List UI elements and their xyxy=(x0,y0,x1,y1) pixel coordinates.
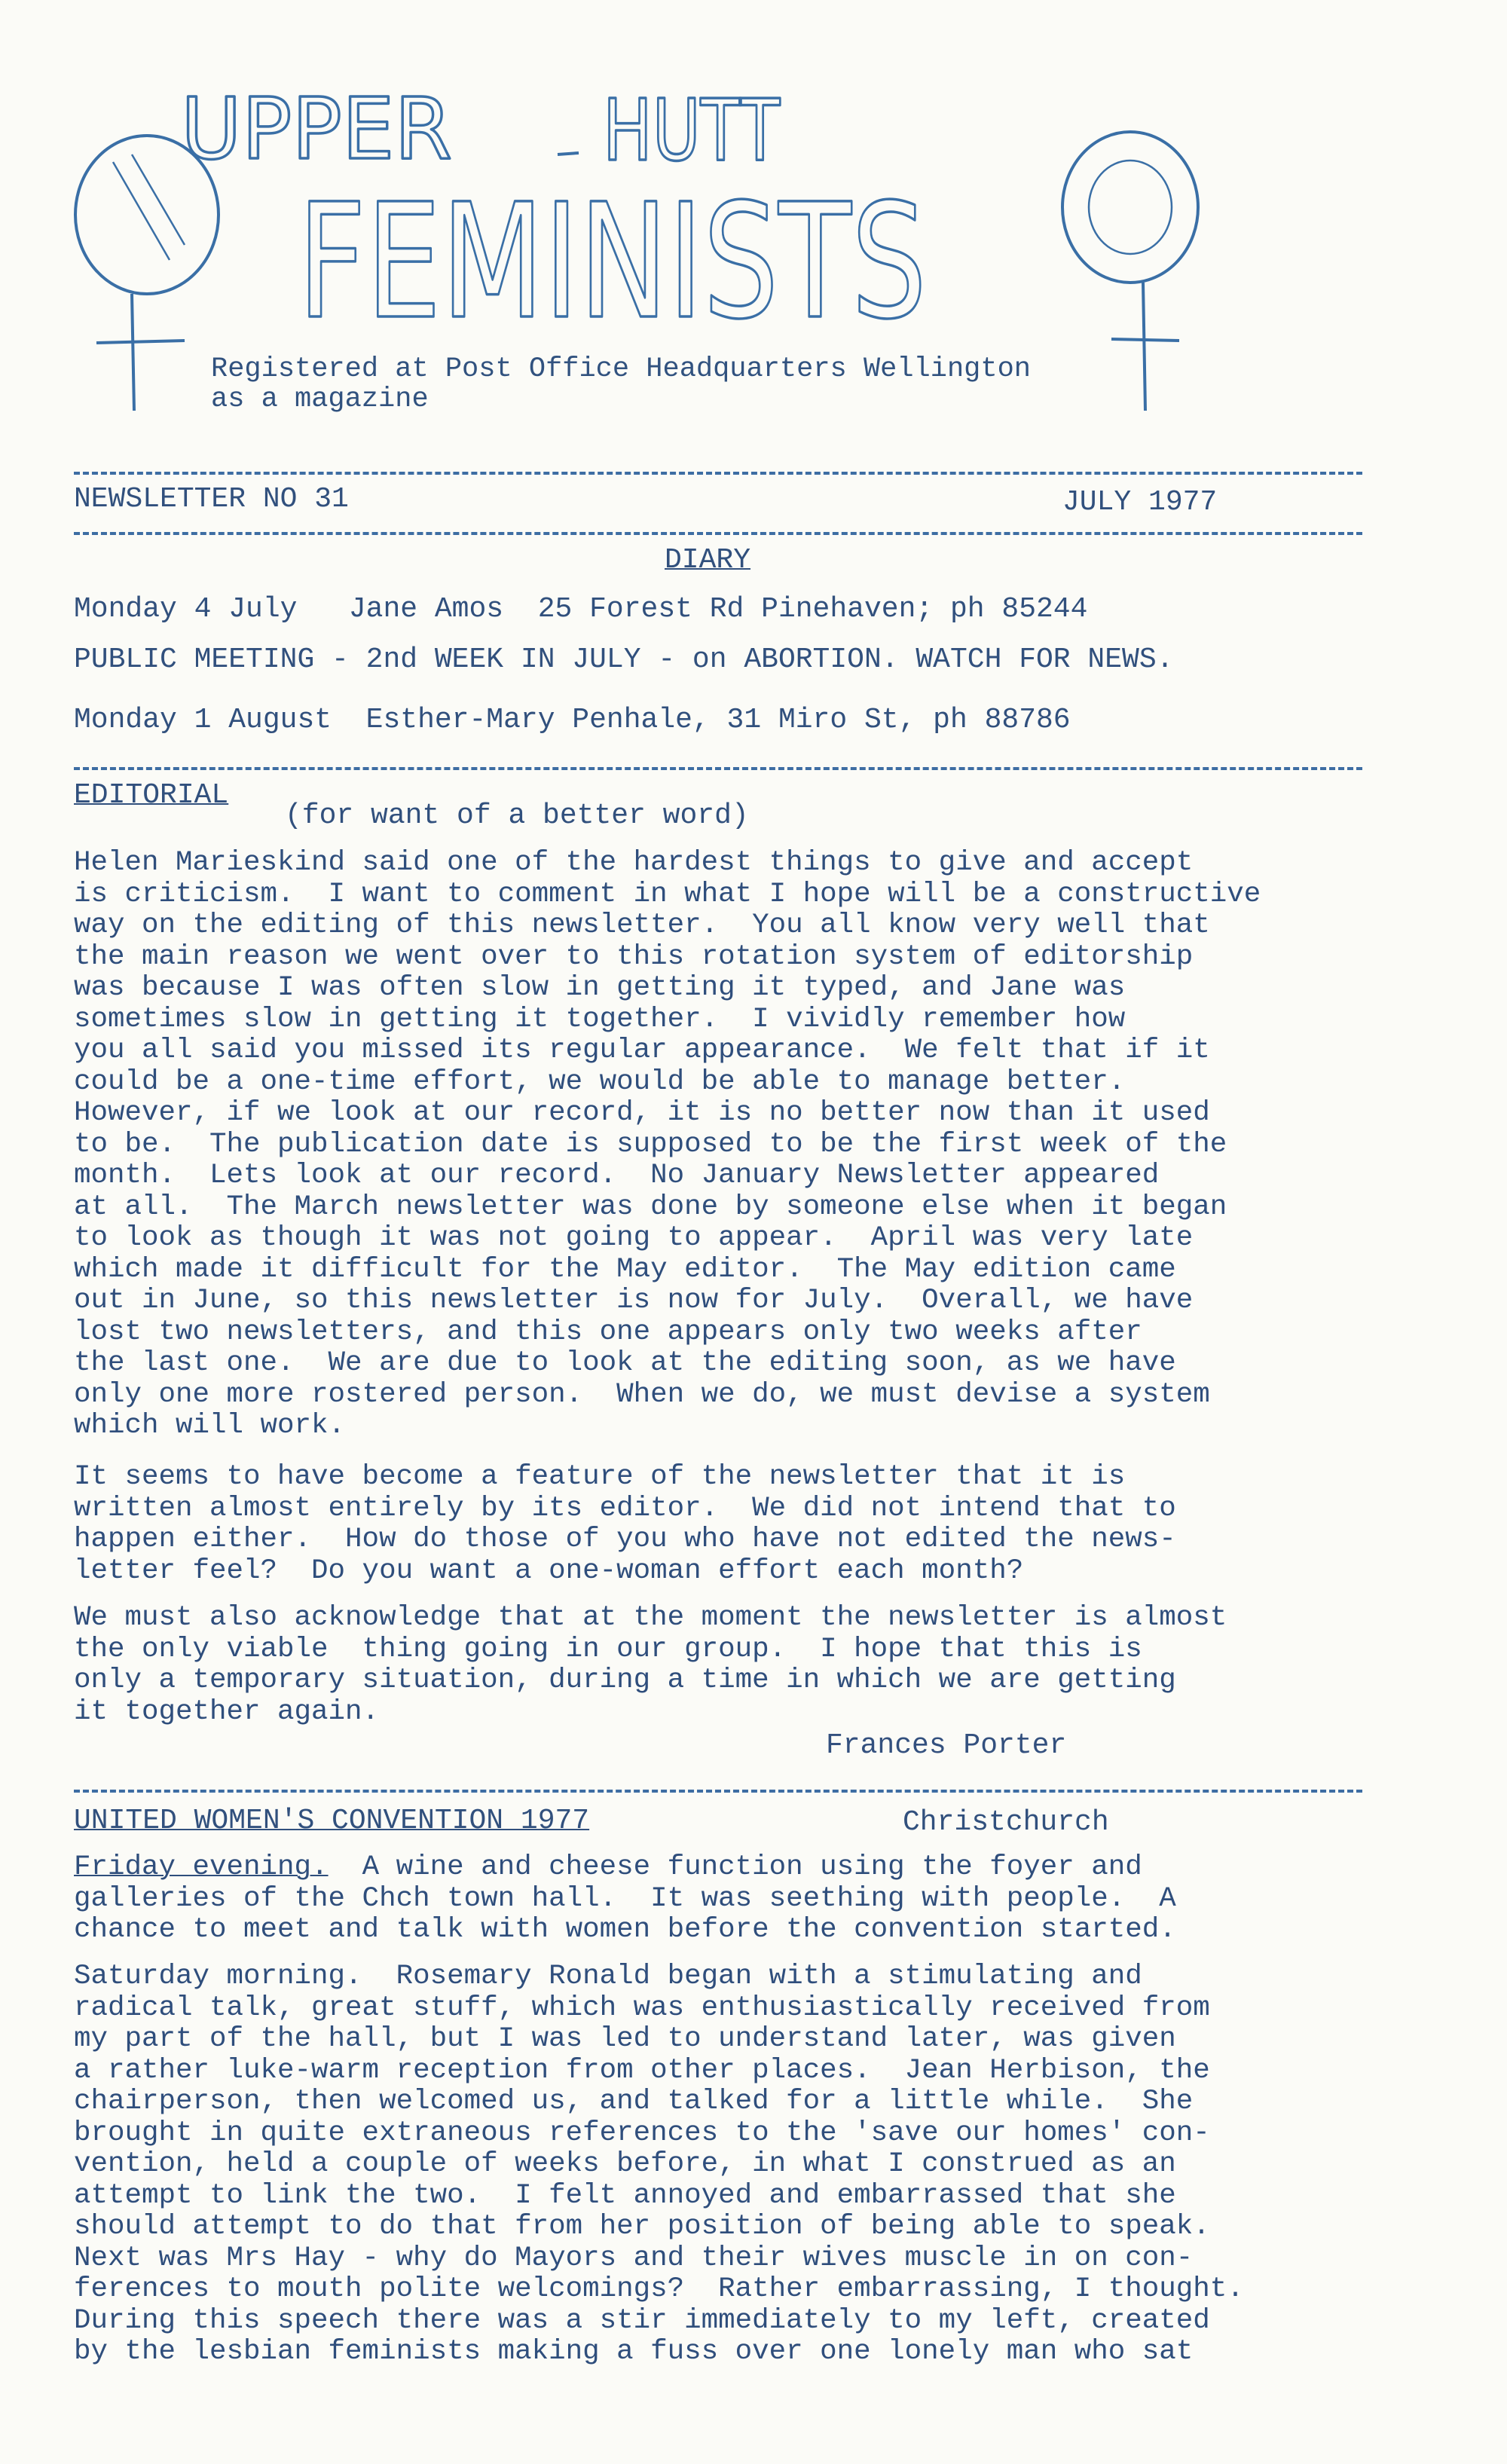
diary-heading: DIARY xyxy=(665,544,751,576)
divider-top xyxy=(74,472,1362,475)
diary-entry: Monday 1 August Esther-Mary Penhale, 31 Miro St, ph 88786 xyxy=(74,704,1071,736)
venus-right-icon xyxy=(1062,132,1198,411)
editorial-paragraph: Helen Marieskind said one of the hardest things to give and accept is criticism. I want to comment in what I hope will be a constructive way on the editing of this newsletter. You all know very well that the main reason we went over to this rotation system of editorship was because I was often slow in getting it typed, and Jane was sometimes slow in getting it together. I vividly remember how you all said you missed its regular appearance. We felt that if it could be a one-time effort, we would be able to manage better. However, if we look at our record, it is no better now than it used to be. The publication date is supposed to be the first week of the month. Lets look at our record. No January Newsletter appeared at all. The March newsletter was done by someone else when it began to look as though it was not going to appear. April was very late which made it difficult for the May editor. The May edition came out in June, so this newsletter is now for July. Overall, we have lost two newsletters, and this one appears only two weeks after the last one. We are due to look at the editing soon, as we have only one more rostered person. When we do, we must devise a system which will work. xyxy=(74,847,1261,1441)
title-feminists: FEMINISTS xyxy=(298,170,927,354)
editorial-subheading: (for want of a better word) xyxy=(285,799,749,832)
divider-diary xyxy=(74,767,1362,770)
divider-issue xyxy=(74,532,1362,535)
editorial-heading: EDITORIAL xyxy=(74,779,229,812)
title-hutt: HUTT xyxy=(603,82,781,180)
registration-line-2: as a magazine xyxy=(211,384,429,415)
friday-text: A wine and cheese function using the foyer and galleries of the Chch town hall. It was seething with people. A chance to meet and talk with women before the convention started. xyxy=(74,1851,1176,1946)
editorial-paragraph: We must also acknowledge that at the moment the newsletter is almost the only viable thing going in our group. I hope that this is only a temporary situation, during a time in which we are getting it together again. xyxy=(74,1602,1227,1728)
title-upper: UPPER xyxy=(181,81,452,179)
convention-friday-paragraph xyxy=(74,1852,1430,1946)
convention-heading: UNITED WOMEN'S CONVENTION 1977 xyxy=(74,1805,590,1837)
issue-date: JULY 1977 xyxy=(1062,486,1218,518)
newsletter-number: NEWSLETTER NO 31 xyxy=(74,483,349,515)
divider-editorial xyxy=(74,1790,1362,1793)
editorial-paragraph: It seems to have become a feature of the newsletter that it is written almost entirely by its editor. We did not intend that to happen either. How do those of you who have not edited the news- letter feel? Do you want a one-woman effort each month? xyxy=(74,1461,1176,1587)
convention-saturday-paragraph: Saturday morning. Rosemary Ronald began with a stimulating and radical talk, great stuff, which was enthusiastically received from my part of the hall, but I was led to understand later, was given a rather luke-warm reception from other places. Jean Herbison, the chairperson, then welcomed us, and talked for a little while. She brought in quite extraneous references to the 'save our homes' con- vention, held a couple of weeks before, in what I construed as an attempt to link the two. I felt annoyed and embarrassed that she should attempt to do that from her position of being able to speak. Next was Mrs Hay - why do Mayors and their wives muscle in on con- ferences to mouth polite welcomings? Rather embarrassing, I thought. During this speech there was a stir immediately to my left, created by the lesbian feminists making a fuss over one lonely man who sat xyxy=(74,1961,1244,2368)
friday-label: Friday evening. xyxy=(74,1851,329,1883)
registration-notice xyxy=(211,354,1031,414)
diary-entry: Monday 4 July Jane Amos 25 Forest Rd Pinehaven; ph 85244 xyxy=(74,593,1088,625)
convention-place: Christchurch xyxy=(903,1806,1109,1839)
editorial-signature: Frances Porter xyxy=(826,1729,1067,1762)
diary-entry: PUBLIC MEETING - 2nd WEEK IN JULY - on ABORTION. WATCH FOR NEWS. xyxy=(74,644,1174,676)
registration-line-1: Registered at Post Office Headquarters Wellington xyxy=(211,353,1031,385)
